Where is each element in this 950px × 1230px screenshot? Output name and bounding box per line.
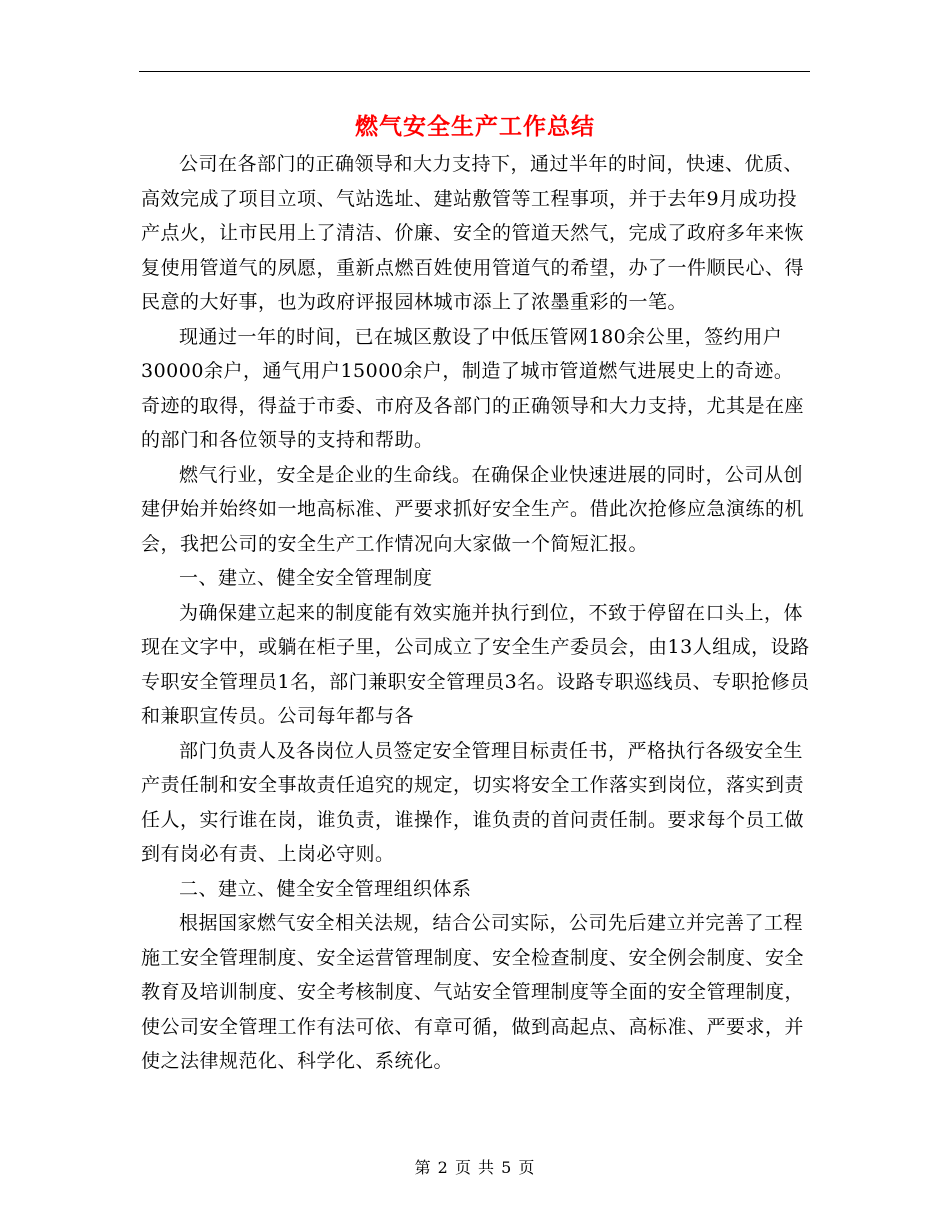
paragraph-progress: 现通过一年的时间，已在城区敷设了中低压管网180余公里，签约用户30000余户，通气用户15000余户，制造了城市管道燃气进展史上的奇迹。奇迹的取得，得益于市委、市府及各部门的正确领导和大力支持，尤其是在座的部门和各位领导的支持和帮助。 [141, 325, 805, 451]
page-footer: 第 2 页 共 5 页 [414, 1158, 536, 1177]
document-body [141, 147, 811, 1079]
paragraph-safety-lifeline: 燃气行业，安全是企业的生命线。在确保企业快速进展的同时，公司从创建伊始并始终如一地高标准、严要求抓好安全生产。借此次抢修应急演练的机会，我把公司的安全生产工作情况向大家做一个简短汇报。 [141, 463, 805, 555]
section-heading-2: 二、建立、健全安全管理组织体系 [179, 877, 472, 900]
paragraph-committee: 为确保建立起来的制度能有效实施并执行到位，不致于停留在口头上，体现在文字中，或躺在柜子里，公司成立了安全生产委员会，由13人组成，设路专职安全管理员1名，部门兼职安全管理员3名。设路专职巡线员、专职抢修员和兼职宣传员。公司每年都与各 [141, 601, 810, 727]
header-rule [139, 71, 810, 72]
section-heading-1: 一、建立、健全安全管理制度 [179, 567, 433, 589]
paragraph-intro: 公司在各部门的正确领导和大力支持下，通过半年的时间，快速、优质、高效完成了项目立项、气站选址、建站敷管等工程事项，并于去年9月成功投产点火，让市民用上了清洁、价廉、安全的管道天然气，完成了政府多年来恢复使用管道气的夙愿，重新点燃百姓使用管道气的希望，办了一件顺民心、得民意的大好事，也为政府评报园林城市添上了浓墨重彩的一笔。 [141, 153, 805, 313]
paragraph-responsibility: 部门负责人及各岗位人员签定安全管理目标责任书，严格执行各级安全生产责任制和安全事故责任追究的规定，切实将安全工作落实到岗位，落实到责任人，实行谁在岗，谁负责，谁操作，谁负责的首问责任制。要求每个员工做到有岗必有责、上岗必守则。 [141, 739, 805, 865]
document-title: 燃气安全生产工作总结 [355, 113, 595, 140]
paragraph-regulations: 根据国家燃气安全相关法规，结合公司实际，公司先后建立并完善了工程施工安全管理制度、安全运营管理制度、安全检查制度、安全例会制度、安全教育及培训制度、安全考核制度、气站安全管理制度等全面的安全管理制度，使公司安全管理工作有法可依、有章可循，做到高起点、高标准、严要求，并使之法律规范化、科学化、系统化。 [141, 912, 805, 1072]
